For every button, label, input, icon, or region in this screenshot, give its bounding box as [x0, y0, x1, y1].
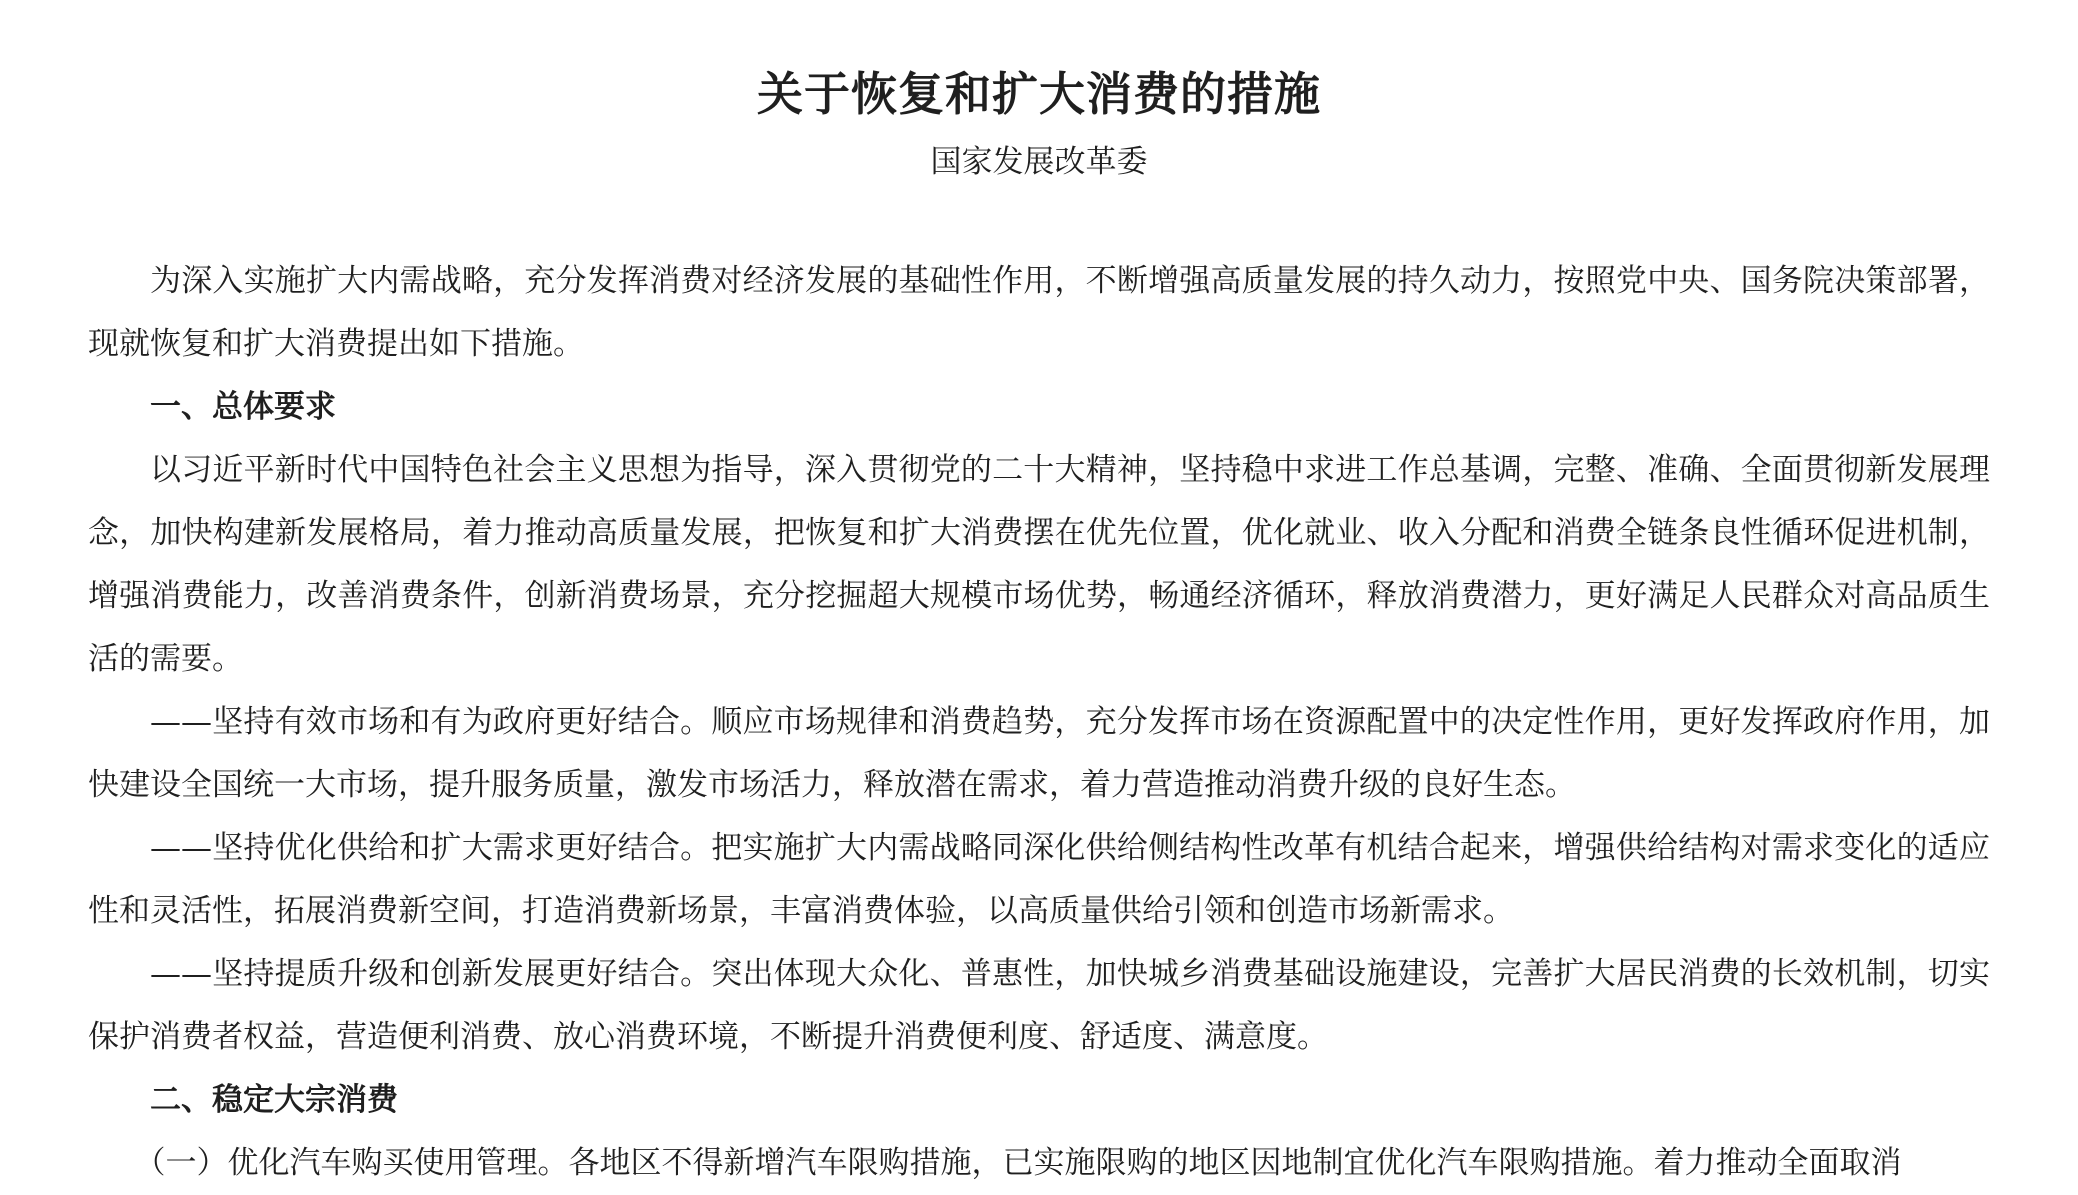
principle-paragraph-2: ——坚持优化供给和扩大需求更好结合。把实施扩大内需战略同深化供给侧结构性改革有机结合起来，增强供给结构对需求变化的适应性和灵活性，拓展消费新空间，打造消费新场景，丰富消费体验，以高质量供给引领和创造市场新需求。 — [88, 830, 1990, 929]
item-paragraph-1: （一）优化汽车购买使用管理。各地区不得新增汽车限购措施，已实施限购的地区因地制宜优化汽车限购措施。着力推动全面取消 — [134, 1145, 1902, 1181]
document-body — [88, 250, 1990, 1195]
section-heading-stabilize-bulk-consumption: 二、稳定大宗消费 — [150, 1082, 398, 1118]
principle-paragraph-3: ——坚持提质升级和创新发展更好结合。突出体现大众化、普惠性，加快城乡消费基础设施建设，完善扩大居民消费的长效机制，切实保护消费者权益，营造便利消费、放心消费环境，不断提升消费便利度、舒适度、满意度。 — [88, 956, 1990, 1055]
intro-paragraph: 为深入实施扩大内需战略，充分发挥消费对经济发展的基础性作用，不断增强高质量发展的持久动力，按照党中央、国务院决策部署，现就恢复和扩大消费提出如下措施。 — [88, 263, 1990, 362]
section-heading-general-requirements: 一、总体要求 — [150, 389, 336, 425]
document-issuer: 国家发展改革委 — [930, 144, 1148, 180]
principle-paragraph-1: ——坚持有效市场和有为政府更好结合。顺应市场规律和消费趋势，充分发挥市场在资源配置中的决定性作用，更好发挥政府作用，加快建设全国统一大市场，提升服务质量，激发市场活力，释放潜在需求，着力营造推动消费升级的良好生态。 — [88, 704, 1990, 803]
document-title: 关于恢复和扩大消费的措施 — [757, 67, 1321, 121]
guiding-ideology-paragraph: 以习近平新时代中国特色社会主义思想为指导，深入贯彻党的二十大精神，坚持稳中求进工作总基调，完整、准确、全面贯彻新发展理念，加快构建新发展格局，着力推动高质量发展，把恢复和扩大消费摆在优先位置，优化就业、收入分配和消费全链条良性循环促进机制，增强消费能力，改善消费条件，创新消费场景，充分挖掘超大规模市场优势，畅通经济循环，释放消费潜力，更好满足人民群众对高品质生活的需要。 — [88, 452, 1990, 677]
